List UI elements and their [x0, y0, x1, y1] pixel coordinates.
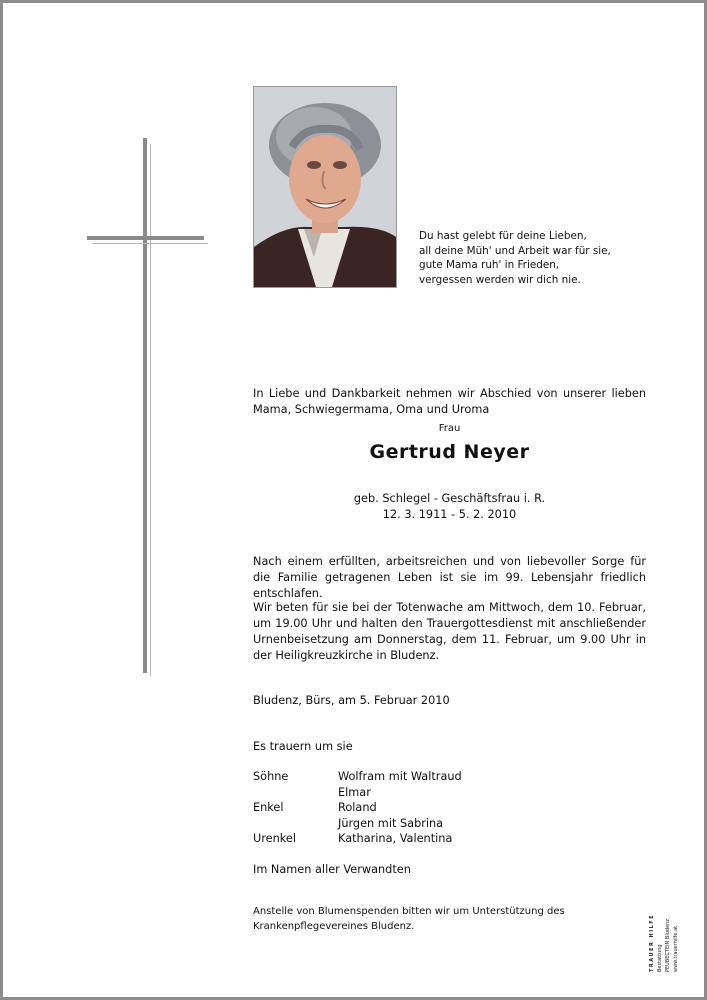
logo-line: Bestattung	[657, 944, 663, 972]
mourner-relation: Söhne	[253, 770, 289, 783]
donation-line: Krankenpflegevereines Bludenz.	[253, 921, 415, 932]
honorific: Frau	[438, 423, 461, 434]
logo-line: TRAUER HILFE	[649, 913, 655, 972]
intro-text: In Liebe und Dankbarkeit nehmen wir Abschied von unserer lieben Mama, Schwiegermama, Oma und Uroma	[253, 387, 646, 416]
paragraph-death-notice: Nach einem erfüllten, arbeitsreichen und von liebevoller Sorge für die Familie getragenen Leben ist sie im 99. Lebensjahr friedlich entschlafen.	[253, 555, 646, 600]
mourner-name: Katharina, Valentina	[338, 832, 453, 845]
cross-vertical-shadow	[150, 144, 151, 676]
logo-line: www.trauerhilfe.at	[673, 925, 679, 972]
cross-vertical-bar	[143, 138, 147, 673]
poem-line: Du hast gelebt für deine Lieben,	[419, 230, 587, 242]
logo-line: PEUBECTEIN Bludenz	[665, 919, 671, 972]
cross-horizontal-shadow	[92, 243, 208, 244]
mourner-relation: Urenkel	[253, 832, 297, 845]
place-date: Bludenz, Bürs, am 5. Februar 2010	[253, 694, 450, 707]
cross-horizontal-bar	[87, 236, 204, 240]
mourners-intro: Es trauern um sie	[253, 740, 353, 753]
mourner-name: Elmar	[338, 786, 371, 799]
mourner-name: Roland	[338, 801, 377, 814]
relatives-line: Im Namen aller Verwandten	[253, 863, 411, 876]
life-dates: 12. 3. 1911 - 5. 2. 2010	[382, 508, 517, 521]
deceased-name: Gertrud Neyer	[369, 441, 530, 463]
donation-line: Anstelle von Blumenspenden bitten wir um Unterstützung des	[253, 906, 565, 917]
paragraph-service-info: Wir beten für sie bei der Totenwache am Mittwoch, dem 10. Februar, um 19.00 Uhr und halten den Trauergottesdienst mit anschließender Urnenbeisetzung am Donnerstag, dem 11. Februar, um 9.00 Uhr in der Heiligkreuzkirche in Bludenz.	[253, 601, 646, 662]
mourner-relation: Enkel	[253, 801, 284, 814]
poem-line: gute Mama ruh' in Frieden,	[419, 259, 560, 271]
mourner-name: Wolfram mit Waltraud	[338, 770, 462, 783]
birth-name-line: geb. Schlegel - Geschäftsfrau i. R.	[353, 492, 546, 505]
poem-line: vergessen werden wir dich nie.	[419, 273, 581, 286]
poem	[419, 229, 611, 287]
mourner-name: Jürgen mit Sabrina	[338, 817, 444, 830]
funeral-home-logo	[648, 868, 680, 972]
poem-line: all deine Müh' und Arbeit war für sie,	[419, 244, 611, 257]
portrait-photo	[253, 86, 397, 288]
